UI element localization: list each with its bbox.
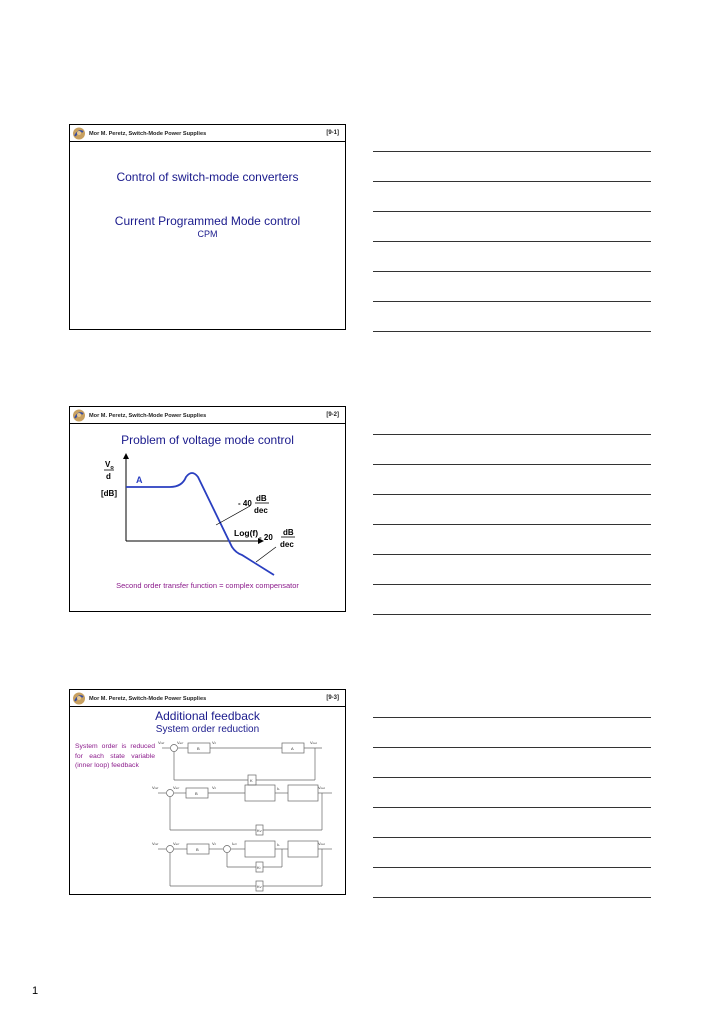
vref-label: Vref bbox=[158, 740, 165, 745]
slide-subtitle: System order reduction bbox=[155, 724, 260, 735]
note-line bbox=[373, 301, 651, 302]
vout-label: Vout bbox=[310, 740, 317, 745]
vout-label: Vout bbox=[318, 841, 325, 846]
y-label-bottom: d bbox=[106, 472, 111, 481]
note-line bbox=[373, 151, 651, 152]
note-line bbox=[373, 614, 651, 615]
slide-number: [9-2] bbox=[326, 412, 339, 418]
note-line bbox=[373, 271, 651, 272]
header-rule bbox=[70, 141, 345, 142]
vc-label: Vc bbox=[212, 740, 217, 745]
note-line bbox=[373, 807, 651, 808]
slope2-value: - 20 bbox=[259, 533, 273, 542]
block-b-label: B bbox=[197, 746, 200, 751]
vc-label: Vc bbox=[212, 841, 217, 846]
slope1-value: - 40 bbox=[238, 499, 252, 508]
block-diagram bbox=[70, 690, 347, 896]
verr-label: Verr bbox=[177, 740, 184, 745]
verr-label: Verr bbox=[173, 785, 180, 790]
slope2-denominator: dec bbox=[280, 540, 294, 549]
slide-1 bbox=[69, 124, 346, 330]
author-label: Mor M. Peretz, Switch-Mode Power Supplies bbox=[89, 696, 207, 702]
note-line bbox=[373, 837, 651, 838]
note-line bbox=[373, 777, 651, 778]
slide-title: Control of switch-mode converters bbox=[116, 170, 299, 184]
slide-subtitle-small: CPM bbox=[197, 229, 218, 239]
summing-junction bbox=[167, 790, 174, 797]
slide-subtitle: Current Programmed Mode control bbox=[114, 214, 301, 228]
author-label: Mor M. Peretz, Switch-Mode Power Supplies bbox=[89, 413, 207, 419]
block-b-label: B bbox=[195, 791, 198, 796]
ierr-label: Ierr bbox=[232, 841, 237, 846]
x-axis-label: Log(f) bbox=[234, 528, 259, 538]
note-line bbox=[373, 211, 651, 212]
vref-label: Vref bbox=[152, 841, 159, 846]
slope1-numerator: dB bbox=[256, 494, 267, 503]
vref-label: Vref bbox=[152, 785, 159, 790]
slide-title: Problem of voltage mode control bbox=[121, 433, 294, 447]
block-b-label: B bbox=[196, 847, 199, 852]
note-line bbox=[373, 867, 651, 868]
gain-k-label: K bbox=[250, 778, 253, 783]
il-label: IL bbox=[277, 842, 280, 847]
y-unit-label: [dB] bbox=[101, 489, 117, 498]
slope1-denominator: dec bbox=[254, 506, 268, 515]
block-plant-1 bbox=[245, 841, 275, 857]
summing-junction bbox=[171, 745, 178, 752]
slide-number: [9-1] bbox=[326, 130, 339, 136]
y-label-top: $V_o$ bbox=[105, 460, 114, 471]
vc-label: Vc bbox=[212, 785, 217, 790]
note-line bbox=[373, 584, 651, 585]
point-a-label: A bbox=[136, 475, 143, 485]
verr-label: Verr bbox=[173, 841, 180, 846]
slope2-pointer bbox=[256, 547, 276, 562]
note-line bbox=[373, 241, 651, 242]
vout-label: Vout bbox=[318, 785, 325, 790]
note-line bbox=[373, 434, 651, 435]
slide-title: Additional feedback bbox=[155, 709, 260, 723]
summing-junction bbox=[167, 846, 174, 853]
note-line bbox=[373, 717, 651, 718]
block-plant-2 bbox=[288, 785, 318, 801]
block-plant-2 bbox=[288, 841, 318, 857]
note-line bbox=[373, 331, 651, 332]
il-label: IL bbox=[277, 786, 280, 791]
university-logo-icon bbox=[72, 127, 86, 140]
gain-kv-label: KV bbox=[257, 828, 262, 833]
note-line bbox=[373, 897, 651, 898]
magnitude-curve bbox=[126, 473, 274, 575]
block-plant-1 bbox=[245, 785, 275, 801]
slide-header bbox=[70, 125, 345, 143]
slope2-numerator: dB bbox=[283, 528, 294, 537]
slope1-pointer bbox=[216, 506, 250, 525]
summing-junction-inner bbox=[224, 846, 231, 853]
note-line bbox=[373, 747, 651, 748]
note-line bbox=[373, 464, 651, 465]
note-line bbox=[373, 524, 651, 525]
slide-number: [9-3] bbox=[326, 695, 339, 701]
y-axis-arrow bbox=[123, 453, 129, 459]
author-label: Mor M. Peretz, Switch-Mode Power Supplies bbox=[89, 131, 207, 137]
note-line bbox=[373, 554, 651, 555]
gain-ki-label: KI bbox=[257, 865, 261, 870]
block-a-label: A bbox=[291, 746, 294, 751]
gain-kv-label: KV bbox=[257, 884, 262, 889]
note-line bbox=[373, 181, 651, 182]
page-number: 1 bbox=[32, 985, 39, 997]
slide-caption: Second order transfer function = complex compensator bbox=[116, 581, 299, 590]
slide-2 bbox=[69, 406, 346, 612]
side-note: System order is reduced for each state variable (inner loop) feedback bbox=[75, 743, 155, 769]
slide-3 bbox=[69, 689, 346, 895]
note-line bbox=[373, 494, 651, 495]
